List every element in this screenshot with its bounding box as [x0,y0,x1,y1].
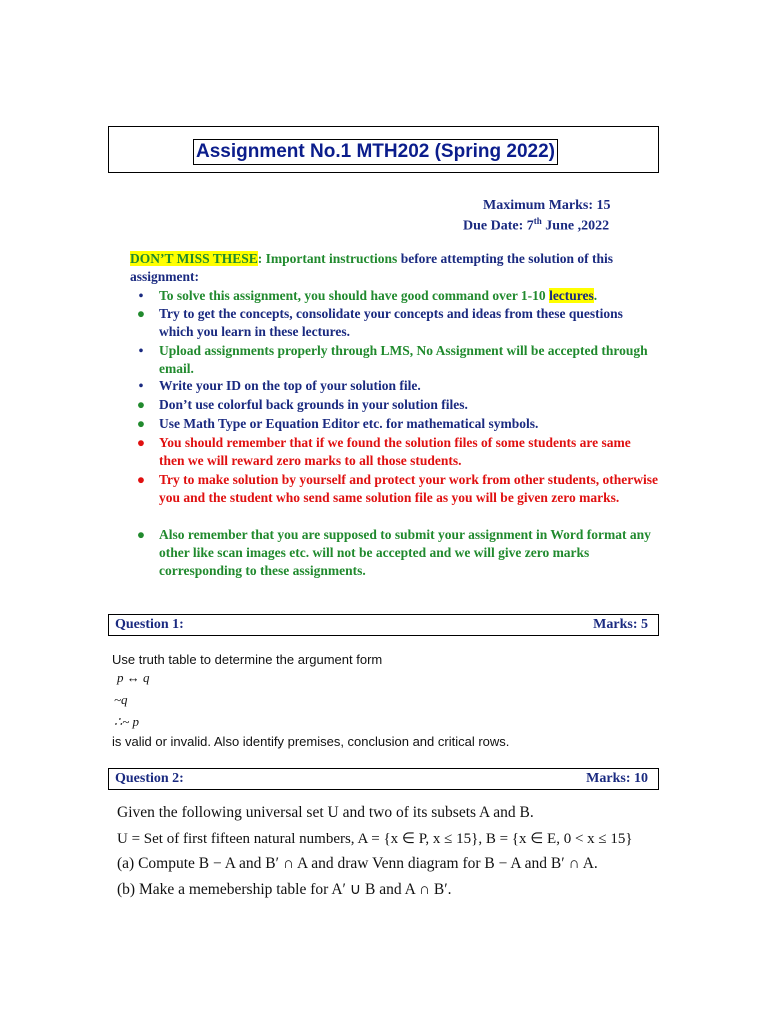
question-1-header: Question 1: Marks: 5 [108,614,659,636]
question-1-intro: Use truth table to determine the argument form [112,652,383,667]
premise-1: p ↔ q [117,670,150,685]
due-date: Due Date: 7th June ,2022 [463,216,610,234]
assignment-title: Assignment No.1 MTH202 (Spring 2022) [193,139,558,165]
bullet-icon: • [138,288,144,303]
question-1-outro: is valid or invalid. Also identify premises, conclusion and critical rows. [112,734,510,749]
bullet-icon: ● [136,416,146,431]
bullet-icon: • [138,378,144,393]
maximum-marks: Maximum Marks: 15 [483,198,611,213]
question-2-header: Question 2: Marks: 10 [108,768,659,790]
bullet-icon: ● [136,306,146,321]
question-2-part-a: (a) Compute B − A and B′ ∩ A and draw Venn diagram for B − A and B′ ∩ A. [117,855,598,872]
title-box [108,126,659,173]
bullet-icon: ● [136,527,146,542]
question-2-part-b: (b) Make a memebership table for A′ ∪ B and A ∩ B′. [117,881,452,898]
bullet-icon: ● [136,397,146,412]
question-2-line-2: U = Set of first fifteen natural numbers, A = {x ∈ P, x ≤ 15}, B = {x ∈ E, 0 < x ≤ 15} [117,831,633,847]
bullet-icon: ● [136,472,146,487]
instructions-header: DON’T MISS THESE: Important instructions before attempting the solution of this assignment: [130,251,614,284]
conclusion: ∴~ p [114,714,140,729]
premise-2: ~q [114,692,128,707]
question-2-line-1: Given the following universal set U and two of its subsets A and B. [117,804,534,821]
bullet-icon: • [138,343,144,358]
bullet-icon: ● [136,435,146,450]
